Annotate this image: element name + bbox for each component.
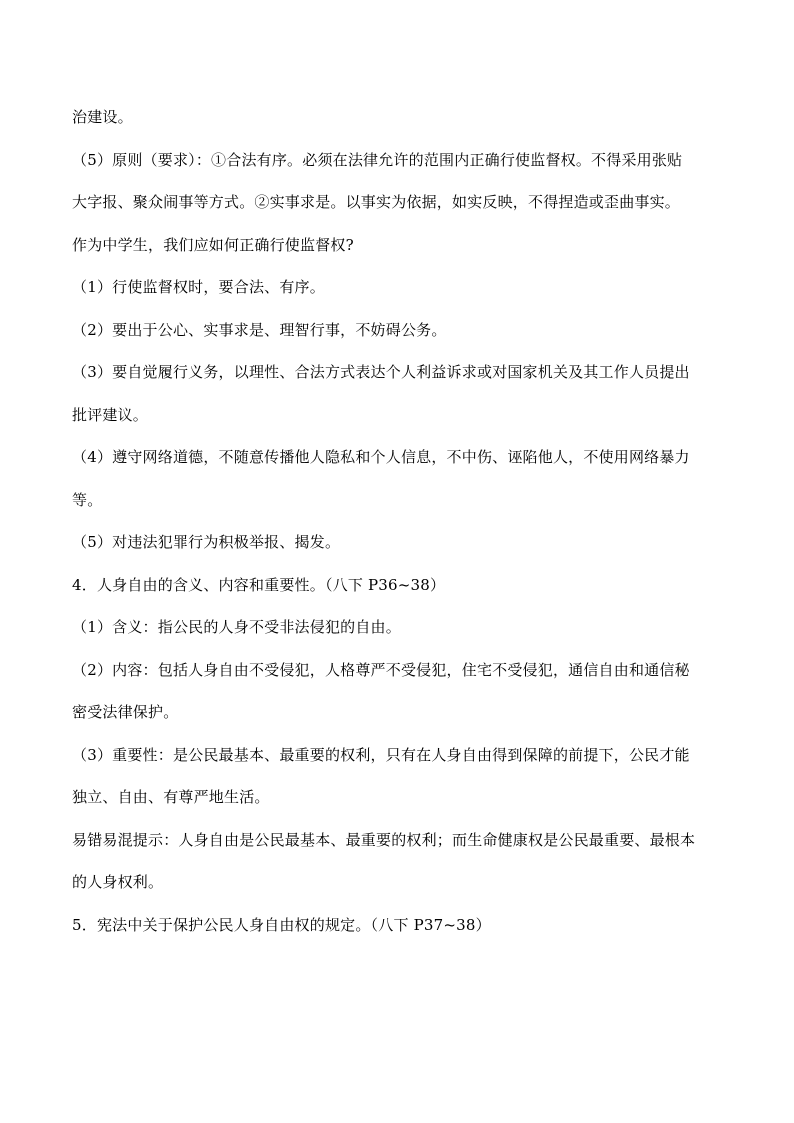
- text-line-13: （1）含义：指公民的人身不受非法侵犯的自由。: [72, 618, 401, 636]
- tip-line-2: 的人身权利。: [72, 873, 164, 891]
- text-line-8: 批评建议。: [72, 405, 149, 424]
- text-line-6: （2）要出于公心、实事求是、理智行事，不妨碍公务。: [72, 320, 447, 339]
- text-line-16: （3）重要性：是公民最基本、最重要的权利，只有在人身自由得到保障的前提下，公民才能: [72, 745, 690, 764]
- text-line-10: 等。: [72, 490, 103, 509]
- text-line-17: 独立、自由、有尊严地生活。: [72, 788, 270, 806]
- text-line-4: 作为中学生，我们应如何正确行使监督权?: [72, 235, 354, 254]
- text-line-14: （2）内容：包括人身自由不受侵犯，人格尊严不受侵犯，住宅不受侵犯，通信自由和通信秘: [72, 660, 690, 679]
- text-line-5: （1）行使监督权时，要合法、有序。: [72, 278, 325, 296]
- text-line-2: （5）原则（要求）：①合法有序。必须在法律允许的范围内正确行使监督权。不得采用张贴: [72, 150, 683, 169]
- text-line-7: （3）要自觉履行义务，以理性、合法方式表达个人利益诉求或对国家机关及其工作人员提出: [72, 363, 690, 381]
- text-line-9: （4）遵守网络道德，不随意传播他人隐私和个人信息，不中伤、诬陷他人，不使用网络暴力: [72, 448, 690, 466]
- section-heading-5: 5．宪法中关于保护公民人身自由权的规定。（八下 P37~38）: [72, 915, 491, 934]
- section-heading-4: 4．人身自由的含义、内容和重要性。（八下 P36~38）: [72, 575, 446, 594]
- document-page: [72, 96, 724, 946]
- text-line-3: 大字报、聚众闹事等方式。②实事求是。以事实为依据，如实反映，不得捏造或歪曲事实。: [72, 193, 681, 211]
- text-line-11: （5）对违法犯罪行为积极举报、揭发。: [72, 533, 341, 551]
- text-line-1: 治建设。: [72, 108, 133, 126]
- text-line-15: 密受法律保护。: [72, 703, 179, 721]
- tip-line-1: 易错易混提示：人身自由是公民最基本、最重要的权利；而生命健康权是公民最重要、最根本: [72, 830, 696, 849]
